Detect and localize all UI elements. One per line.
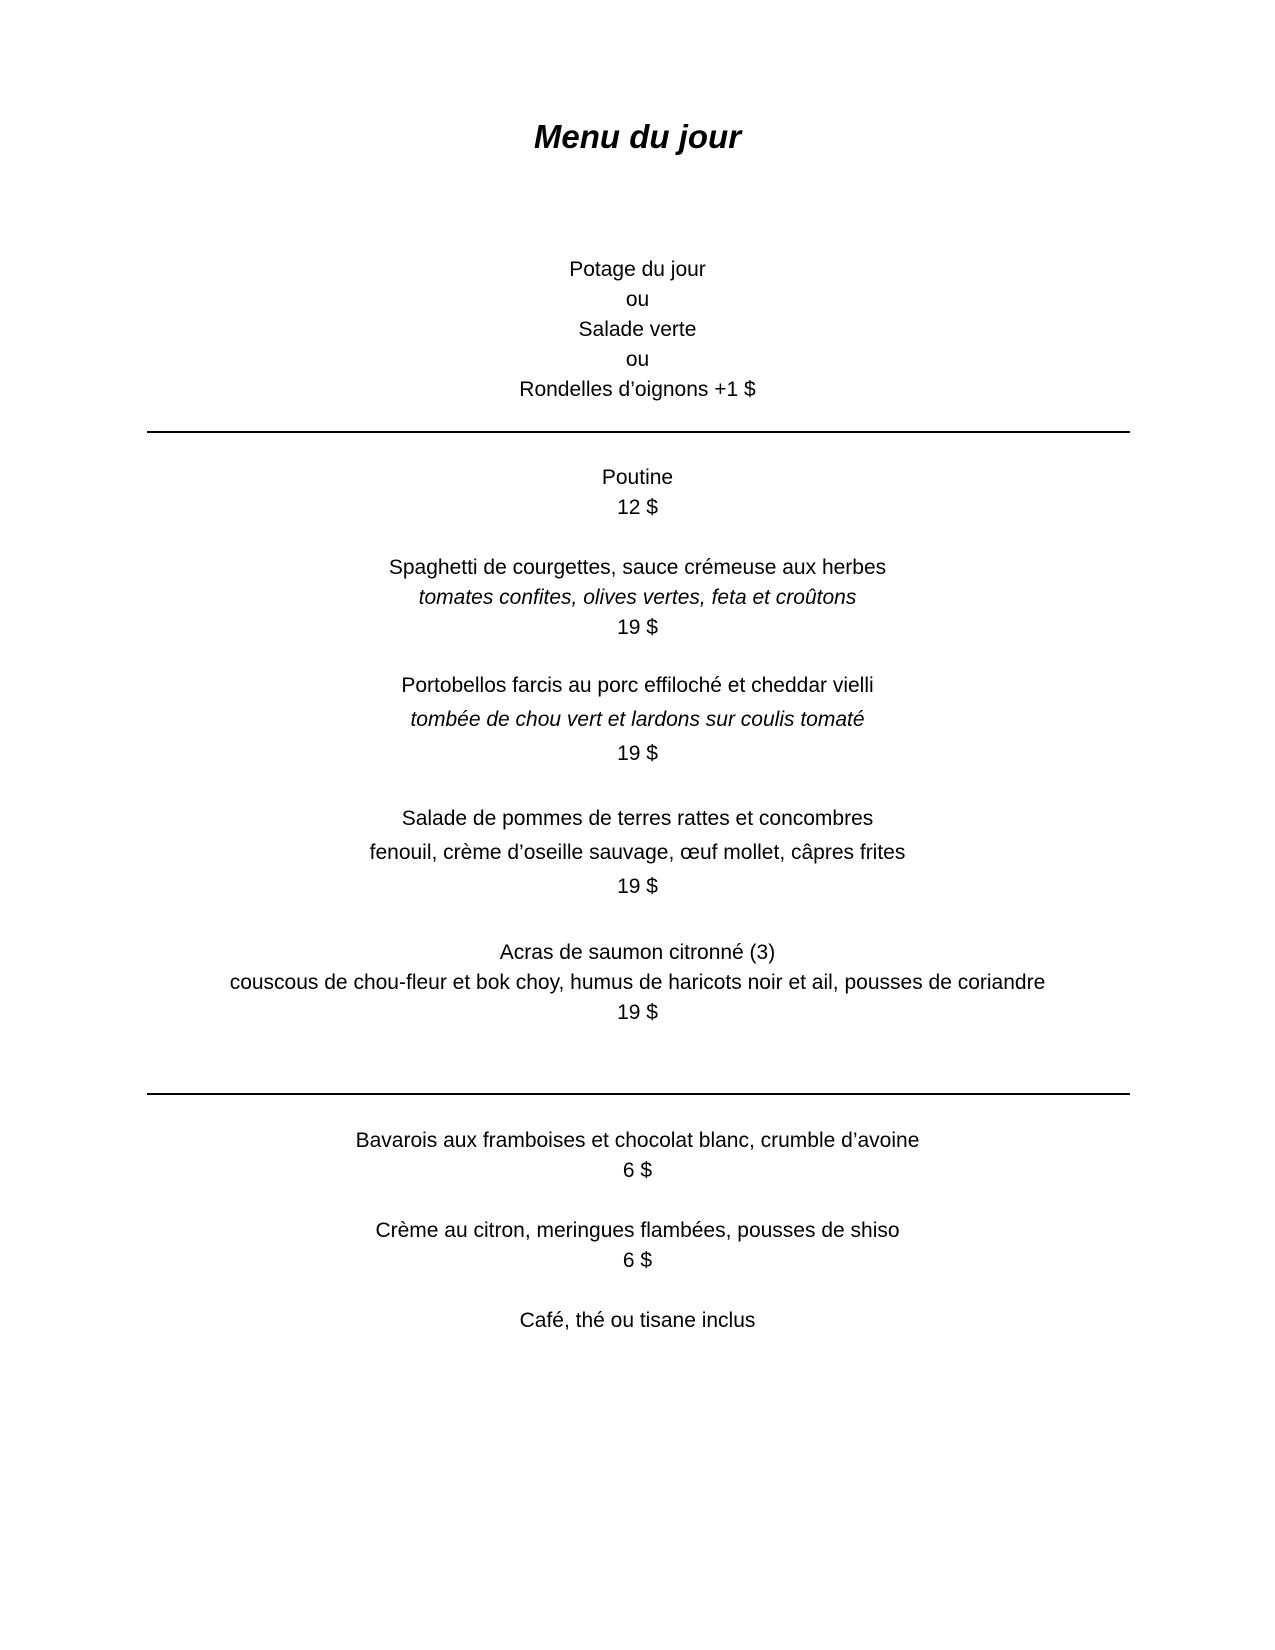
dessert-price: 6 $ [622, 1249, 653, 1272]
entree-separator: ou [625, 288, 650, 311]
dish-price: 12 $ [617, 496, 658, 519]
dessert-price: 6 $ [622, 1159, 653, 1182]
dish-name: Salade de pommes de terres rattes et concombres [401, 807, 874, 830]
dish-description: tombée de chou vert et lardons sur coulis tomaté [410, 708, 865, 731]
dessert-name: Crème au citron, meringues flambées, pousses de shiso [375, 1219, 900, 1242]
dessert-item [0, 1216, 1275, 1276]
section-divider [147, 431, 1130, 433]
main-dish-item [0, 553, 1275, 643]
dish-name: Poutine [601, 466, 674, 489]
main-dish-item [0, 669, 1275, 771]
dish-description: couscous de chou-fleur et bok choy, humus de haricots noir et ail, pousses de coriandre [229, 971, 1046, 994]
main-dish-item [0, 938, 1275, 1028]
dish-price: 19 $ [617, 1001, 658, 1024]
entree-separator: ou [625, 348, 650, 371]
section-divider [147, 1093, 1130, 1095]
beverage-note-text: Café, thé ou tisane inclus [519, 1309, 756, 1332]
dish-name: Acras de saumon citronné (3) [499, 941, 776, 964]
dish-price: 19 $ [617, 875, 658, 898]
entree-option: Potage du jour [569, 258, 706, 281]
dish-name: Spaghetti de courgettes, sauce crémeuse aux herbes [388, 556, 887, 579]
dish-name: Portobellos farcis au porc effiloché et cheddar vielli [401, 674, 874, 697]
dessert-item [0, 1126, 1275, 1186]
beverage-note [0, 1306, 1275, 1336]
entree-option: Rondelles d’oignons +1 $ [519, 378, 756, 401]
page-title: Menu du jour [533, 118, 742, 155]
dessert-name: Bavarois aux framboises et chocolat blanc, crumble d’avoine [355, 1129, 920, 1152]
dish-price: 19 $ [617, 616, 658, 639]
entree-option: Salade verte [578, 318, 697, 341]
main-dish-item [0, 802, 1275, 904]
dish-price: 19 $ [617, 742, 658, 765]
dish-description: fenouil, crème d’oseille sauvage, œuf mollet, câpres frites [369, 841, 906, 864]
main-dish-item [0, 463, 1275, 523]
dish-description: tomates confites, olives vertes, feta et croûtons [418, 586, 857, 609]
entree-section [0, 255, 1275, 405]
